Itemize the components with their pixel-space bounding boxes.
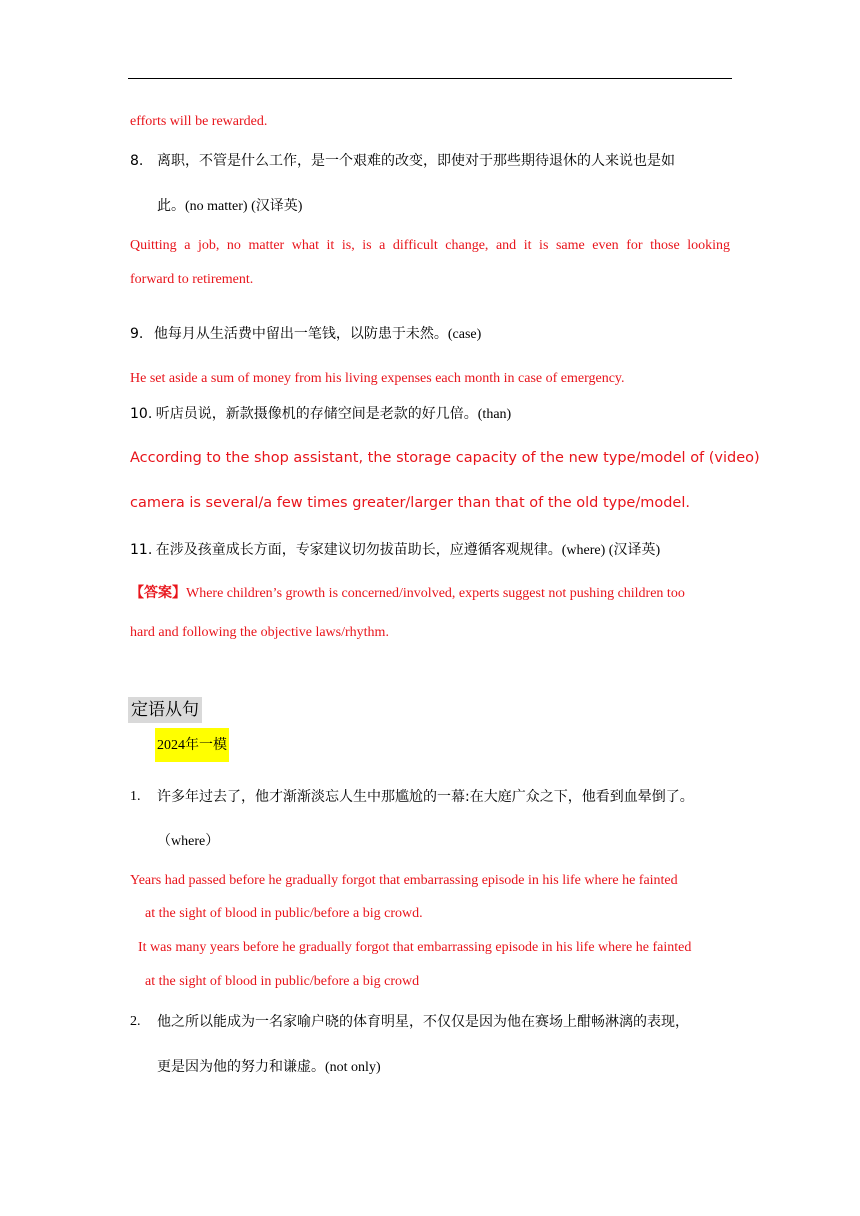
- answer-8-line1: Quitting a job, no matter what it is, is a difficult change, and it is same even for those looking: [130, 238, 730, 253]
- answer-9: He set aside a sum of money from his living expenses each month in case of emergency.: [130, 371, 625, 386]
- section-heading: 定语从句: [128, 697, 202, 723]
- q9: 9. 他每月从生活费中留出一笔钱，以防患于未然。(case): [130, 326, 482, 342]
- q1-text-line2: （where）: [157, 834, 220, 849]
- answer-1-line2: at the sight of blood in public/before a big crowd.: [145, 906, 423, 921]
- answer-7-tail: efforts will be rewarded.: [130, 114, 268, 129]
- answer-label: 【答案】: [130, 585, 186, 601]
- answer-10-line1: According to the shop assistant, the storage capacity of the new type/model of (video): [130, 450, 760, 466]
- answer-10-line2: camera is several/a few times greater/larger than that of the old type/model.: [130, 495, 690, 511]
- answer-11-line2: hard and following the objective laws/rhythm.: [130, 625, 389, 640]
- year-tag: 2024年一模: [155, 728, 229, 762]
- header-rule: [128, 78, 732, 79]
- q1-number: 1.: [130, 789, 141, 804]
- answer-1-line4: at the sight of blood in public/before a big crowd: [145, 974, 420, 989]
- q8-text-line2: 此。(no matter) (汉译英): [157, 198, 303, 214]
- q8-number: 8.: [130, 153, 144, 169]
- q1-text-line1: 许多年过去了，他才渐渐淡忘人生中那尴尬的一幕:在大庭广众之下，他看到血晕倒了。: [157, 789, 694, 805]
- answer-1-line3: It was many years before he gradually forgot that embarrassing episode in his life where he fainted: [138, 940, 692, 955]
- q10: 10. 听店员说，新款摄像机的存储空间是老款的好几倍。(than): [130, 406, 512, 422]
- answer-1-line1: Years had passed before he gradually forgot that embarrassing episode in his life where he fainted: [130, 873, 678, 888]
- answer-11-line1: 【答案】Where children’s growth is concerned/involved, experts suggest not pushing children too: [130, 585, 685, 601]
- q2-text-line2: 更是因为他的努力和谦虚。(not only): [157, 1059, 381, 1075]
- q8-text-line1: 离职，不管是什么工作，是一个艰难的改变，即使对于那些期待退休的人来说也是如: [157, 153, 675, 169]
- q2-number: 2.: [130, 1014, 141, 1029]
- q2-text-line1: 他之所以能成为一名家喻户晓的体育明星，不仅仅是因为他在赛场上酣畅淋漓的表现，: [157, 1014, 689, 1030]
- answer-8-line2: forward to retirement.: [130, 272, 254, 287]
- q11: 11. 在涉及孩童成长方面，专家建议切勿拔苗助长，应遵循客观规律。(where) (汉译英): [130, 542, 661, 558]
